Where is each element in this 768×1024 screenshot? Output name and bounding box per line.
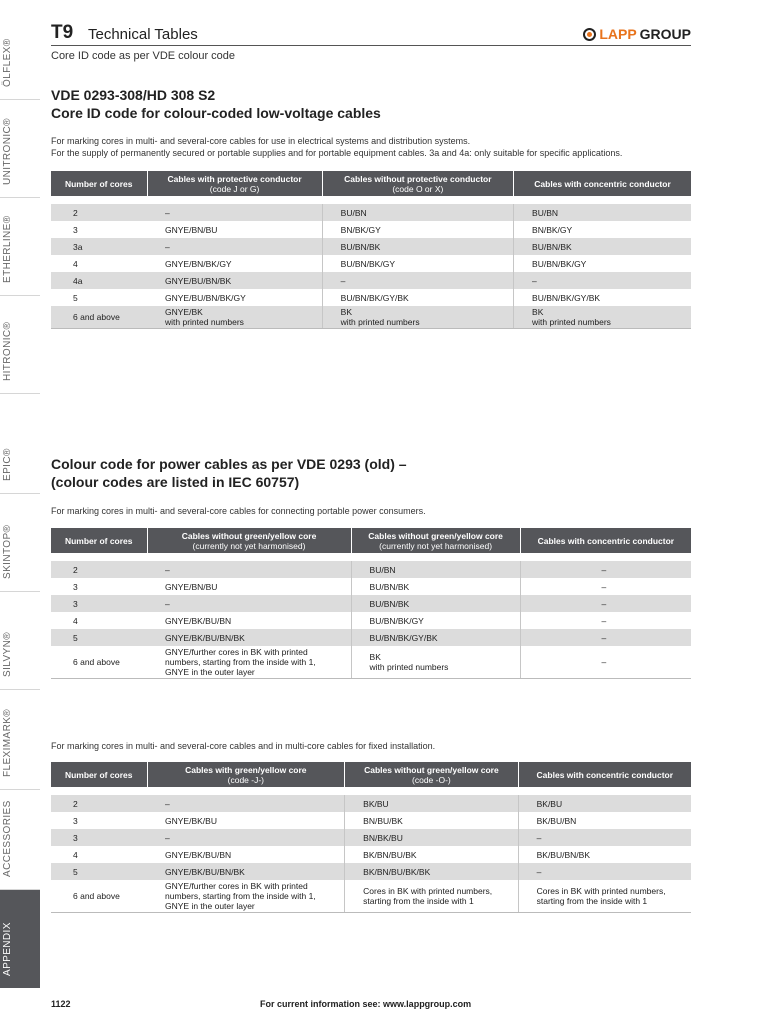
footer-note: For current information see: www.lappgroup.com <box>260 999 472 1009</box>
table-cell: 2 <box>51 204 147 221</box>
table-cell: – <box>518 829 691 846</box>
table-cell: 6 and above <box>51 880 147 913</box>
section1-description <box>51 135 691 159</box>
table-header-row <box>51 528 691 553</box>
table-header-row <box>51 171 691 196</box>
column-header-label: Cables with concentric conductor <box>534 178 671 189</box>
table-cell: – <box>518 863 691 880</box>
table-cell: BK/BU <box>345 795 518 812</box>
section-code: T9 <box>51 22 74 43</box>
sidebar-tab-label: APPENDIX <box>2 922 13 976</box>
table-row <box>51 880 691 913</box>
table-cell: 5 <box>73 292 78 303</box>
column-header <box>322 171 513 196</box>
table-row <box>51 578 691 595</box>
column-header-label: Cables without protective conductor <box>344 173 492 184</box>
section1-heading-line1: VDE 0293-308/HD 308 S2 <box>51 87 216 103</box>
table-row <box>51 255 691 272</box>
table-cell: BU/BN/BK/GY/BK <box>322 289 513 306</box>
table-row <box>51 306 691 329</box>
table-row <box>51 612 691 629</box>
column-header <box>147 171 322 196</box>
column-header-label: Cables without green/yellow core <box>364 764 499 775</box>
table-cell: BK/BN/BU/BK <box>345 846 518 863</box>
table-row <box>51 812 691 829</box>
section1-heading-line2: Core ID code for colour-coded low-voltage cables <box>51 105 381 121</box>
table-cell: 5 <box>51 629 147 646</box>
table-cell: GNYE/BK/BU <box>147 812 345 829</box>
table-row <box>51 221 691 238</box>
column-header <box>518 762 691 787</box>
table-cell: – <box>322 272 513 289</box>
table-row <box>51 795 691 812</box>
table-cell: – <box>520 561 691 578</box>
column-header-sublabel: (code -O-) <box>412 774 451 785</box>
column-header <box>51 171 147 196</box>
table-cell: GNYE/BN/BU <box>147 578 351 595</box>
table-cell: – <box>520 595 691 612</box>
table-cell: 4 <box>73 258 78 269</box>
sidebar-tab-label: ETHERLINE® <box>2 215 13 283</box>
section1-description-line1: For marking cores in multi- and several-core cables for use in electrical systems and distribution systems. <box>51 136 471 146</box>
table-cell: BN/BK/GY <box>322 221 513 238</box>
column-header-label: Cables with green/yellow core <box>185 764 307 775</box>
section2-description: For marking cores in multi- and several-core cables for connecting portable power consumers. <box>51 506 426 516</box>
spacer <box>51 787 691 795</box>
table-cell: 3 <box>73 581 78 592</box>
section2-heading <box>51 455 691 491</box>
column-header <box>345 762 518 787</box>
logo-text-group: GROUP <box>639 26 691 42</box>
table-cell: GNYE/BN/BK/GY <box>147 255 322 272</box>
column-header-label: Cables with protective conductor <box>167 173 302 184</box>
table-cell: BK/BU/BN <box>536 815 577 826</box>
table-cell: BK/BU/BN/BK <box>536 849 590 860</box>
page-number: 1122 <box>51 999 71 1009</box>
table-cell: GNYE/BU/BN/BK/GY <box>147 289 322 306</box>
section3-description: For marking cores in multi- and several-core cables and in multi-core cables for fixed installation. <box>51 741 436 751</box>
table-cell: BK/BN/BU/BK/BK <box>345 863 518 880</box>
table-row <box>51 846 691 863</box>
column-header <box>147 528 351 553</box>
table-cell: BU/BN/BK/GY <box>351 612 520 629</box>
column-header-label: Number of cores <box>64 769 133 780</box>
table-cell: BU/BN <box>351 561 520 578</box>
table-cell: 6 and above <box>51 646 147 679</box>
table-cell: BU/BN/BK <box>514 238 691 255</box>
table-cell: BU/BN <box>514 204 691 221</box>
column-header-sublabel: (code -J-) <box>227 774 265 785</box>
table-cell: Cores in BK with printed numbers, starting from the inside with 1 <box>518 880 691 913</box>
table-cell: BN/BK/BU <box>345 829 518 846</box>
table-cell: BU/BN/BK <box>351 595 520 612</box>
table-cell: BU/BN/BK <box>351 578 520 595</box>
table-cell: BU/BN/BK/GY <box>322 255 513 272</box>
column-header-sublabel: (currently not yet harmonised) <box>379 540 493 551</box>
table-row <box>51 238 691 255</box>
table-cell: GNYE/BK/BU/BN/BK <box>147 863 345 880</box>
section-sidebar <box>0 0 40 1024</box>
sidebar-tab-label: SKINTOP® <box>2 524 13 579</box>
sidebar-tab-label: SILVYN® <box>2 632 13 677</box>
table-cell: BN/BK/GY <box>532 224 573 235</box>
column-header-sublabel: (code O or X) <box>392 183 444 194</box>
sidebar-tab-label: ÖLFLEX® <box>2 38 13 87</box>
section2-heading-line1: Colour code for power cables as per VDE 0293 (old) – <box>51 456 407 472</box>
section2-table <box>51 528 691 679</box>
table-cell: 6 and above <box>51 306 147 329</box>
table-row <box>51 863 691 880</box>
table-cell: GNYE/BK/BU/BN <box>147 846 345 863</box>
table-cell: BU/BN/BK/GY/BK <box>351 629 520 646</box>
table-cell: – <box>147 795 345 812</box>
table-cell: 3 <box>73 815 78 826</box>
column-header-label: Cables without green/yellow core <box>368 530 503 541</box>
table-cell: BK with printed numbers <box>351 646 520 679</box>
table-cell: Cores in BK with printed numbers, starting from the inside with 1 <box>345 880 518 913</box>
table-cell: 2 <box>51 795 147 812</box>
column-header <box>351 528 520 553</box>
table-cell: – <box>147 204 322 221</box>
table-row <box>51 646 691 679</box>
table-row <box>51 829 691 846</box>
table-row <box>51 629 691 646</box>
table-cell: GNYE/further cores in BK with printed numbers, starting from the inside with 1, GNYE in the outer layer <box>147 880 345 913</box>
column-header <box>514 171 691 196</box>
sidebar-tab-label: HITRONIC® <box>2 321 13 381</box>
table-cell: GNYE/BN/BU <box>147 221 322 238</box>
table-row <box>51 561 691 578</box>
table-cell: BK with printed numbers <box>322 306 513 329</box>
table-cell: GNYE/BK/BU/BN/BK <box>147 629 351 646</box>
section1-table <box>51 171 691 329</box>
lapp-group-logo <box>583 26 691 42</box>
table-cell: BK/BU <box>518 795 691 812</box>
table-row <box>51 272 691 289</box>
sidebar-tab-label: EPIC® <box>2 448 13 481</box>
table-cell: – <box>514 272 691 289</box>
table-cell: – <box>601 615 607 626</box>
column-header-sublabel: (code J or G) <box>209 183 260 194</box>
table-cell: BU/BN/BK/GY/BK <box>532 292 601 303</box>
table-cell: 5 <box>51 863 147 880</box>
table-row <box>51 595 691 612</box>
table-cell: BU/BN <box>322 204 513 221</box>
table-cell: 3a <box>51 238 147 255</box>
table-cell: BK with printed numbers <box>514 306 691 329</box>
table-cell: GNYE/BU/BN/BK <box>147 272 322 289</box>
table-cell: – <box>520 629 691 646</box>
column-header-sublabel: (currently not yet harmonised) <box>192 540 306 551</box>
page-title: Technical Tables <box>88 26 198 43</box>
column-header-label: Cables without green/yellow core <box>181 530 317 541</box>
table-row <box>51 204 691 221</box>
table-cell: – <box>601 581 607 592</box>
table-cell: 3 <box>51 829 147 846</box>
table-cell: – <box>147 561 351 578</box>
table-cell: – <box>147 238 322 255</box>
table-cell: BU/BN/BK/GY <box>532 258 587 269</box>
table-cell: GNYE/BK/BU/BN <box>147 612 351 629</box>
logo-text-lapp: LAPP <box>599 26 637 42</box>
column-header-label: Number of cores <box>64 178 133 189</box>
column-header <box>51 762 147 787</box>
section1-description-line2: For the supply of permanently secured or portable supplies and for portable equipment cables. 3a and 4a: only suitable for specific applications. <box>51 148 623 158</box>
sidebar-tab-label: FLEXIMARK® <box>2 708 13 777</box>
section1-heading <box>51 86 691 122</box>
section2-heading-line2: (colour codes are listed in IEC 60757) <box>51 474 300 490</box>
column-header-label: Cables with concentric conductor <box>537 535 675 546</box>
table-cell: – <box>147 829 345 846</box>
sidebar-tab-label: UNITRONIC® <box>2 118 13 185</box>
table-cell: 4 <box>73 849 78 860</box>
column-header-label: Cables with concentric conductor <box>536 769 674 780</box>
table-row <box>51 289 691 306</box>
page-header <box>51 22 691 46</box>
table-cell: 2 <box>51 561 147 578</box>
table-cell: BU/BN/BK <box>322 238 513 255</box>
sidebar-tab-appendix[interactable] <box>0 890 40 988</box>
lapp-logo-icon <box>583 28 596 41</box>
section3-table <box>51 762 691 913</box>
sidebar-tab-label: ACCESSORIES <box>2 800 13 877</box>
table-cell: – <box>147 595 351 612</box>
table-cell: 4a <box>51 272 147 289</box>
table-cell: – <box>520 646 691 679</box>
column-header-label: Number of cores <box>64 535 133 546</box>
table-cell: 3 <box>73 224 78 235</box>
table-cell: BN/BU/BK <box>345 812 518 829</box>
page-subtitle: Core ID code as per VDE colour code <box>51 50 236 62</box>
table-header-row <box>51 762 691 787</box>
table-cell: 3 <box>51 595 147 612</box>
column-header <box>51 528 147 553</box>
spacer <box>51 196 691 204</box>
table-cell: 4 <box>73 615 78 626</box>
column-header <box>520 528 691 553</box>
table-cell: GNYE/further cores in BK with printed numbers, starting from the inside with 1, GNYE in the outer layer <box>147 646 351 679</box>
column-header <box>147 762 345 787</box>
spacer <box>51 553 691 561</box>
table-cell: GNYE/BK with printed numbers <box>147 306 322 329</box>
